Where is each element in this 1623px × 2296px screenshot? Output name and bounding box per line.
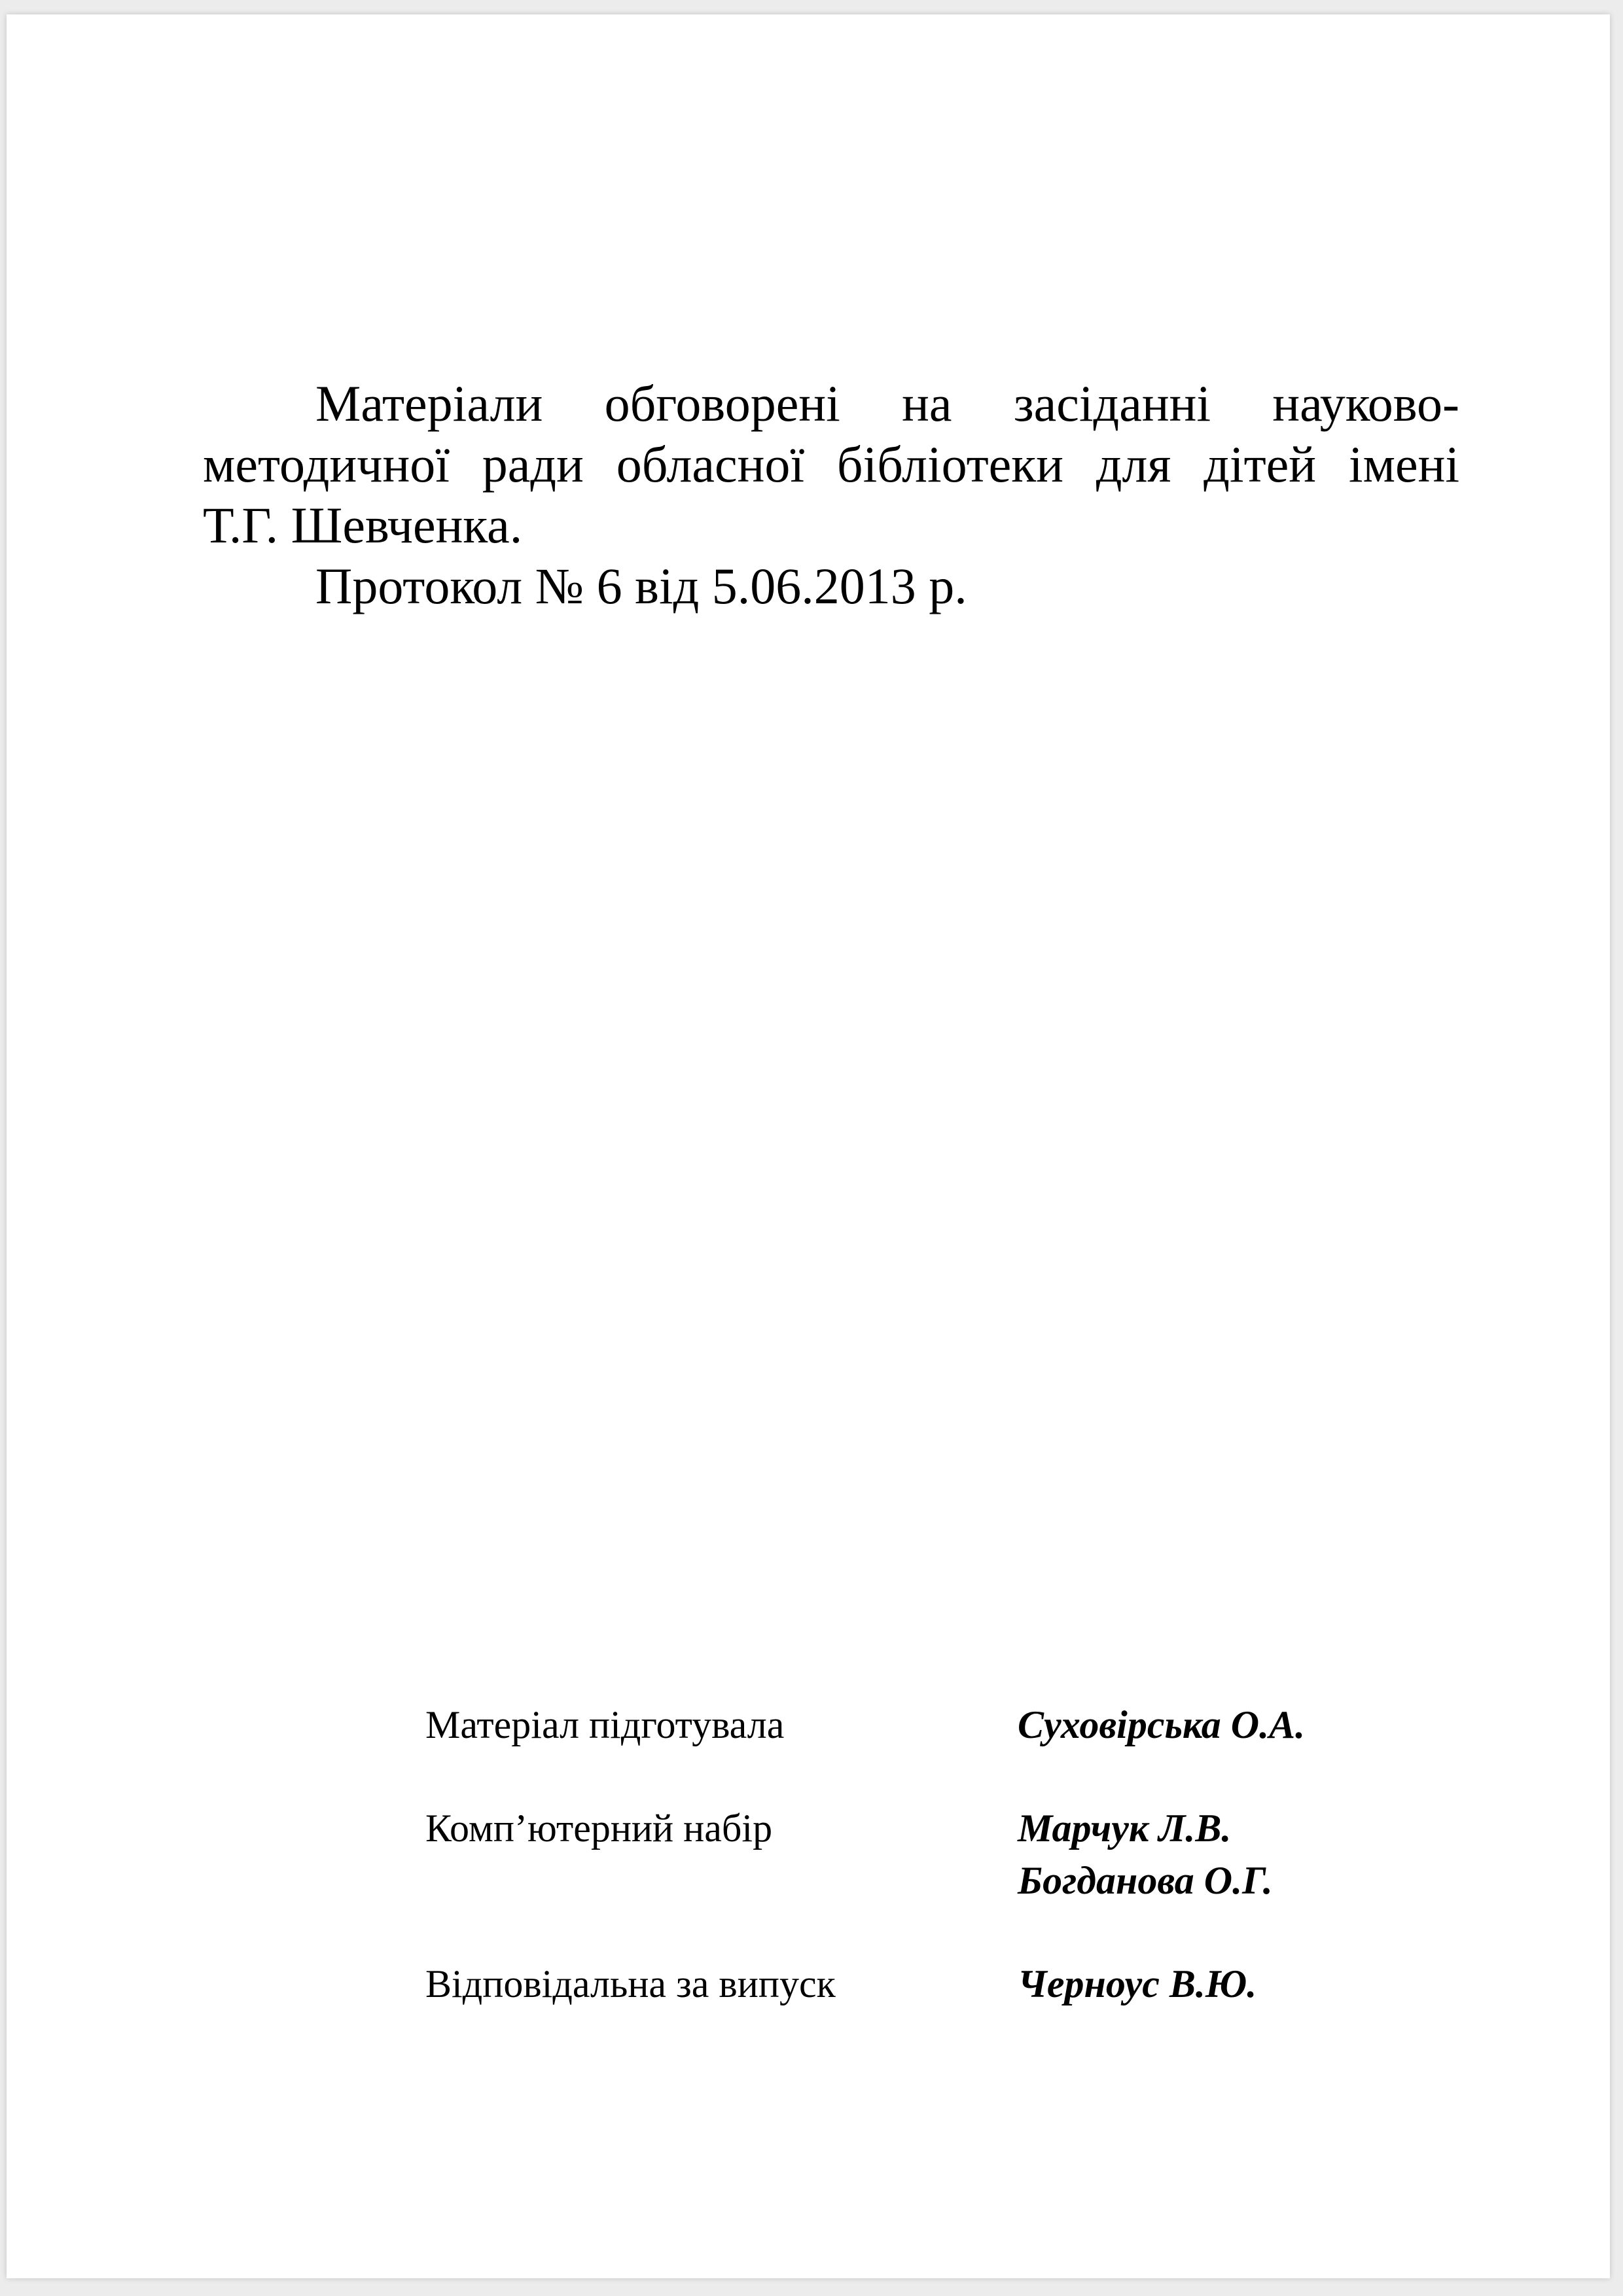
credit-label-responsible: Відповідальна за випуск [425,1962,836,2005]
paragraph-line: методичної ради обласної бібліотеки для дітей імені [203,436,1459,493]
credit-label-typesetting: Комп’ютерний набір [425,1807,773,1850]
paragraph-line: Матеріали обговорені на засіданні науково- [315,375,1459,432]
credit-name-typesetting-2: Богданова О.Г. [1018,1859,1273,1902]
credit-name-typesetting-1: Марчук Л.В. [1018,1807,1232,1850]
credit-name-responsible: Черноус В.Ю. [1018,1962,1257,2005]
paragraph-line: Т.Г. Шевченка. [203,497,523,554]
credit-name-prepared: Суховірська О.А. [1018,1703,1306,1746]
credits-section [7,14,1610,2278]
document-page [7,14,1610,2278]
credit-label-prepared: Матеріал підготувала [425,1703,785,1746]
protocol-line: Протокол № 6 від 5.06.2013 р. [315,557,967,614]
